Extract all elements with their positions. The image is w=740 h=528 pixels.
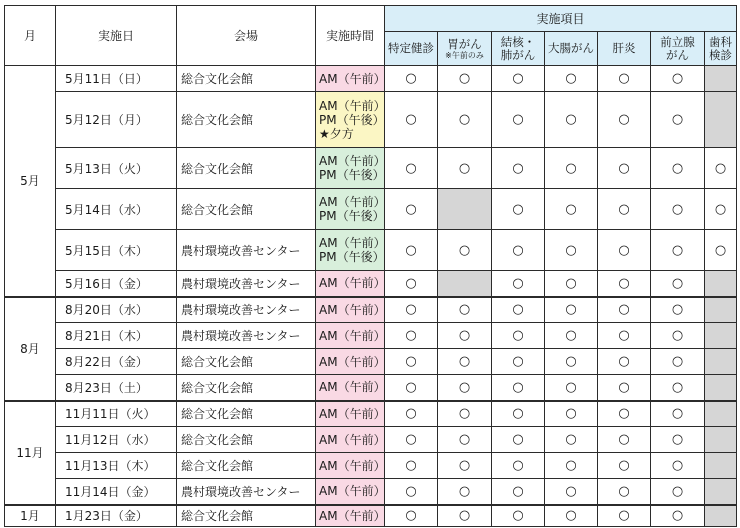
time-line: PM（午後） <box>319 250 385 264</box>
month-cell: 5月 <box>5 66 56 297</box>
circle-mark-cell: ○ <box>651 505 705 527</box>
table-row <box>5 92 737 148</box>
circle-mark-cell: ○ <box>438 427 492 453</box>
time-line: AM（午前） <box>319 328 386 343</box>
date-cell: 11月14日（金） <box>56 479 177 505</box>
circle-mark-cell: ○ <box>545 453 598 479</box>
venue-cell: 総合文化会館 <box>177 189 316 230</box>
empty-gray-cell <box>705 375 737 401</box>
circle-mark-cell: ○ <box>545 297 598 323</box>
circle-mark-cell: ○ <box>598 427 651 453</box>
date-cell: 5月16日（金） <box>56 271 177 297</box>
circle-mark-cell: ○ <box>438 349 492 375</box>
circle-mark-cell: ○ <box>651 349 705 375</box>
date-cell: 11月11日（火） <box>56 401 177 427</box>
circle-mark-cell: ○ <box>492 230 545 271</box>
header-item-label-line2: 肺がん <box>500 47 536 62</box>
circle-mark-cell: ○ <box>545 323 598 349</box>
circle-mark-cell: ○ <box>385 92 438 148</box>
time-line: AM（午前） <box>319 195 386 209</box>
date-cell: 8月20日（水） <box>56 297 177 323</box>
circle-mark-cell: ○ <box>651 189 705 230</box>
circle-mark-cell: ○ <box>492 453 545 479</box>
time-line: PM（午後） <box>319 112 385 127</box>
table-row <box>5 375 737 401</box>
circle-mark-cell: ○ <box>385 148 438 189</box>
header-item-label-line2: 検診 <box>709 47 732 62</box>
header-date: 実施日 <box>56 6 177 66</box>
time-line: AM（午前） <box>319 71 386 86</box>
header-item-label: 大腸がん <box>548 41 594 55</box>
time-line: AM（午前） <box>319 458 386 473</box>
table-row <box>5 479 737 505</box>
time-line: AM（午前） <box>319 276 386 291</box>
circle-mark-cell: ○ <box>598 66 651 92</box>
time-cell <box>316 375 385 401</box>
date-cell: 11月12日（水） <box>56 427 177 453</box>
circle-mark-cell: ○ <box>492 148 545 189</box>
time-cell <box>316 230 385 271</box>
venue-cell: 総合文化会館 <box>177 453 316 479</box>
circle-mark-cell: ○ <box>438 148 492 189</box>
header-item <box>705 32 737 66</box>
month-cell: 8月 <box>5 297 56 401</box>
time-line: AM（午前） <box>319 236 386 250</box>
table-row <box>5 401 737 427</box>
empty-gray-cell <box>705 323 737 349</box>
circle-mark-cell: ○ <box>651 401 705 427</box>
circle-mark-cell: ○ <box>438 453 492 479</box>
venue-cell: 農村環境改善センター <box>177 230 316 271</box>
header-venue: 会場 <box>177 6 316 66</box>
circle-mark-cell: ○ <box>385 323 438 349</box>
circle-mark-cell: ○ <box>438 505 492 527</box>
circle-mark-cell: ○ <box>492 479 545 505</box>
circle-mark-cell: ○ <box>598 189 651 230</box>
time-line: AM（午前） <box>319 154 386 168</box>
circle-mark-cell: ○ <box>492 401 545 427</box>
venue-cell: 総合文化会館 <box>177 505 316 527</box>
venue-cell: 農村環境改善センター <box>177 323 316 349</box>
circle-mark-cell: ○ <box>438 66 492 92</box>
venue-cell: 総合文化会館 <box>177 92 316 148</box>
circle-mark-cell: ○ <box>385 401 438 427</box>
circle-mark-cell: ○ <box>651 323 705 349</box>
circle-mark-cell: ○ <box>651 453 705 479</box>
circle-mark-cell: ○ <box>598 148 651 189</box>
venue-cell: 総合文化会館 <box>177 375 316 401</box>
empty-gray-cell <box>705 479 737 505</box>
table-row <box>5 323 737 349</box>
time-cell <box>316 349 385 375</box>
circle-mark-cell: ○ <box>385 453 438 479</box>
circle-mark-cell: ○ <box>492 189 545 230</box>
time-line: AM（午前） <box>319 98 386 113</box>
month-cell: 1月 <box>5 505 56 527</box>
date-cell: 8月23日（土） <box>56 375 177 401</box>
circle-mark-cell: ○ <box>385 66 438 92</box>
date-cell: 5月13日（火） <box>56 148 177 189</box>
time-line: AM（午前） <box>319 406 386 421</box>
circle-mark-cell: ○ <box>492 323 545 349</box>
date-cell: 5月14日（水） <box>56 189 177 230</box>
header-item <box>385 32 438 66</box>
circle-mark-cell: ○ <box>545 427 598 453</box>
circle-mark-cell: ○ <box>385 427 438 453</box>
empty-gray-cell <box>705 453 737 479</box>
header-item-label: 特定健診 <box>388 41 434 55</box>
circle-mark-cell: ○ <box>492 271 545 297</box>
time-line: PM（午後） <box>319 168 385 182</box>
header-item-label: 前立腺 <box>660 34 695 49</box>
empty-gray-cell <box>705 92 737 148</box>
date-cell: 5月12日（月） <box>56 92 177 148</box>
table-row <box>5 427 737 453</box>
circle-mark-cell: ○ <box>705 230 737 271</box>
header-item-label: 肝炎 <box>612 41 636 55</box>
time-line: AM（午前） <box>319 354 386 369</box>
header-item-label-line2: がん <box>666 47 689 62</box>
venue-cell: 総合文化会館 <box>177 148 316 189</box>
circle-mark-cell: ○ <box>438 297 492 323</box>
time-cell <box>316 297 385 323</box>
circle-mark-cell: ○ <box>545 505 598 527</box>
circle-mark-cell: ○ <box>385 505 438 527</box>
circle-mark-cell: ○ <box>385 375 438 401</box>
circle-mark-cell: ○ <box>385 479 438 505</box>
circle-mark-cell: ○ <box>651 92 705 148</box>
circle-mark-cell: ○ <box>598 349 651 375</box>
time-cell <box>316 148 385 189</box>
venue-cell: 農村環境改善センター <box>177 297 316 323</box>
header-item-label: 胃がん <box>447 36 482 51</box>
circle-mark-cell: ○ <box>651 230 705 271</box>
circle-mark-cell: ○ <box>705 148 737 189</box>
circle-mark-cell: ○ <box>598 453 651 479</box>
month-cell: 11月 <box>5 401 56 505</box>
header-month: 月 <box>5 6 56 66</box>
circle-mark-cell: ○ <box>598 375 651 401</box>
circle-mark-cell: ○ <box>545 66 598 92</box>
table-row <box>5 349 737 375</box>
circle-mark-cell: ○ <box>598 297 651 323</box>
header-item-label: 結核・ <box>500 34 536 49</box>
time-cell <box>316 453 385 479</box>
circle-mark-cell: ○ <box>438 479 492 505</box>
circle-mark-cell: ○ <box>545 375 598 401</box>
header-item <box>651 32 705 66</box>
table-row <box>5 505 737 527</box>
circle-mark-cell: ○ <box>545 148 598 189</box>
time-cell <box>316 66 385 92</box>
circle-mark-cell: ○ <box>651 375 705 401</box>
schedule-table <box>4 5 737 527</box>
circle-mark-cell: ○ <box>385 271 438 297</box>
time-cell <box>316 401 385 427</box>
circle-mark-cell: ○ <box>651 66 705 92</box>
empty-gray-cell <box>438 189 492 230</box>
circle-mark-cell: ○ <box>438 323 492 349</box>
empty-gray-cell <box>438 271 492 297</box>
circle-mark-cell: ○ <box>545 401 598 427</box>
circle-mark-cell: ○ <box>651 148 705 189</box>
circle-mark-cell: ○ <box>598 401 651 427</box>
circle-mark-cell: ○ <box>438 92 492 148</box>
table-row <box>5 297 737 323</box>
table-row <box>5 271 737 297</box>
circle-mark-cell: ○ <box>598 479 651 505</box>
circle-mark-cell: ○ <box>385 230 438 271</box>
header-item <box>492 32 545 66</box>
circle-mark-cell: ○ <box>651 427 705 453</box>
date-cell: 8月21日（木） <box>56 323 177 349</box>
circle-mark-cell: ○ <box>438 375 492 401</box>
time-cell <box>316 427 385 453</box>
circle-mark-cell: ○ <box>598 323 651 349</box>
circle-mark-cell: ○ <box>705 189 737 230</box>
empty-gray-cell <box>705 349 737 375</box>
time-line: AM（午前） <box>319 380 386 395</box>
time-cell <box>316 189 385 230</box>
header-item <box>438 32 492 66</box>
circle-mark-cell: ○ <box>598 271 651 297</box>
venue-cell: 総合文化会館 <box>177 349 316 375</box>
time-line: AM（午前） <box>319 302 386 317</box>
table-row <box>5 148 737 189</box>
table-row <box>5 66 737 92</box>
date-cell: 5月15日（木） <box>56 230 177 271</box>
table-row <box>5 189 737 230</box>
venue-cell: 農村環境改善センター <box>177 479 316 505</box>
venue-cell: 総合文化会館 <box>177 401 316 427</box>
time-line: AM（午前） <box>319 432 386 447</box>
header-item <box>598 32 651 66</box>
header-item-note: ※午前のみ <box>445 50 484 60</box>
circle-mark-cell: ○ <box>651 271 705 297</box>
circle-mark-cell: ○ <box>385 189 438 230</box>
circle-mark-cell: ○ <box>492 297 545 323</box>
circle-mark-cell: ○ <box>492 505 545 527</box>
empty-gray-cell <box>705 427 737 453</box>
circle-mark-cell: ○ <box>545 271 598 297</box>
circle-mark-cell: ○ <box>438 401 492 427</box>
date-cell: 8月22日（金） <box>56 349 177 375</box>
circle-mark-cell: ○ <box>598 92 651 148</box>
header-item <box>545 32 598 66</box>
header-time: 実施時間 <box>316 6 385 66</box>
circle-mark-cell: ○ <box>545 189 598 230</box>
time-cell <box>316 271 385 297</box>
time-line: AM（午前） <box>319 508 386 523</box>
date-cell: 5月11日（日） <box>56 66 177 92</box>
circle-mark-cell: ○ <box>545 92 598 148</box>
empty-gray-cell <box>705 66 737 92</box>
circle-mark-cell: ○ <box>492 66 545 92</box>
date-cell: 1月23日（金） <box>56 505 177 527</box>
circle-mark-cell: ○ <box>651 297 705 323</box>
circle-mark-cell: ○ <box>492 349 545 375</box>
venue-cell: 農村環境改善センター <box>177 271 316 297</box>
time-cell <box>316 323 385 349</box>
empty-gray-cell <box>705 505 737 527</box>
circle-mark-cell: ○ <box>385 297 438 323</box>
empty-gray-cell <box>705 271 737 297</box>
empty-gray-cell <box>705 401 737 427</box>
circle-mark-cell: ○ <box>598 230 651 271</box>
circle-mark-cell: ○ <box>651 479 705 505</box>
time-cell <box>316 505 385 527</box>
table-row <box>5 453 737 479</box>
circle-mark-cell: ○ <box>492 375 545 401</box>
empty-gray-cell <box>705 297 737 323</box>
venue-cell: 総合文化会館 <box>177 66 316 92</box>
circle-mark-cell: ○ <box>438 230 492 271</box>
circle-mark-cell: ○ <box>385 349 438 375</box>
circle-mark-cell: ○ <box>545 349 598 375</box>
circle-mark-cell: ○ <box>545 479 598 505</box>
circle-mark-cell: ○ <box>545 230 598 271</box>
header-items-group: 実施項目 <box>385 6 737 32</box>
circle-mark-cell: ○ <box>598 505 651 527</box>
table-row <box>5 230 737 271</box>
time-line: ★夕方 <box>319 126 354 141</box>
venue-cell: 総合文化会館 <box>177 427 316 453</box>
header-item-label: 歯科 <box>709 34 732 49</box>
circle-mark-cell: ○ <box>492 427 545 453</box>
date-cell: 11月13日（木） <box>56 453 177 479</box>
time-cell <box>316 92 385 148</box>
time-cell <box>316 479 385 505</box>
circle-mark-cell: ○ <box>492 92 545 148</box>
time-line: AM（午前） <box>319 484 386 499</box>
time-line: PM（午後） <box>319 209 385 223</box>
